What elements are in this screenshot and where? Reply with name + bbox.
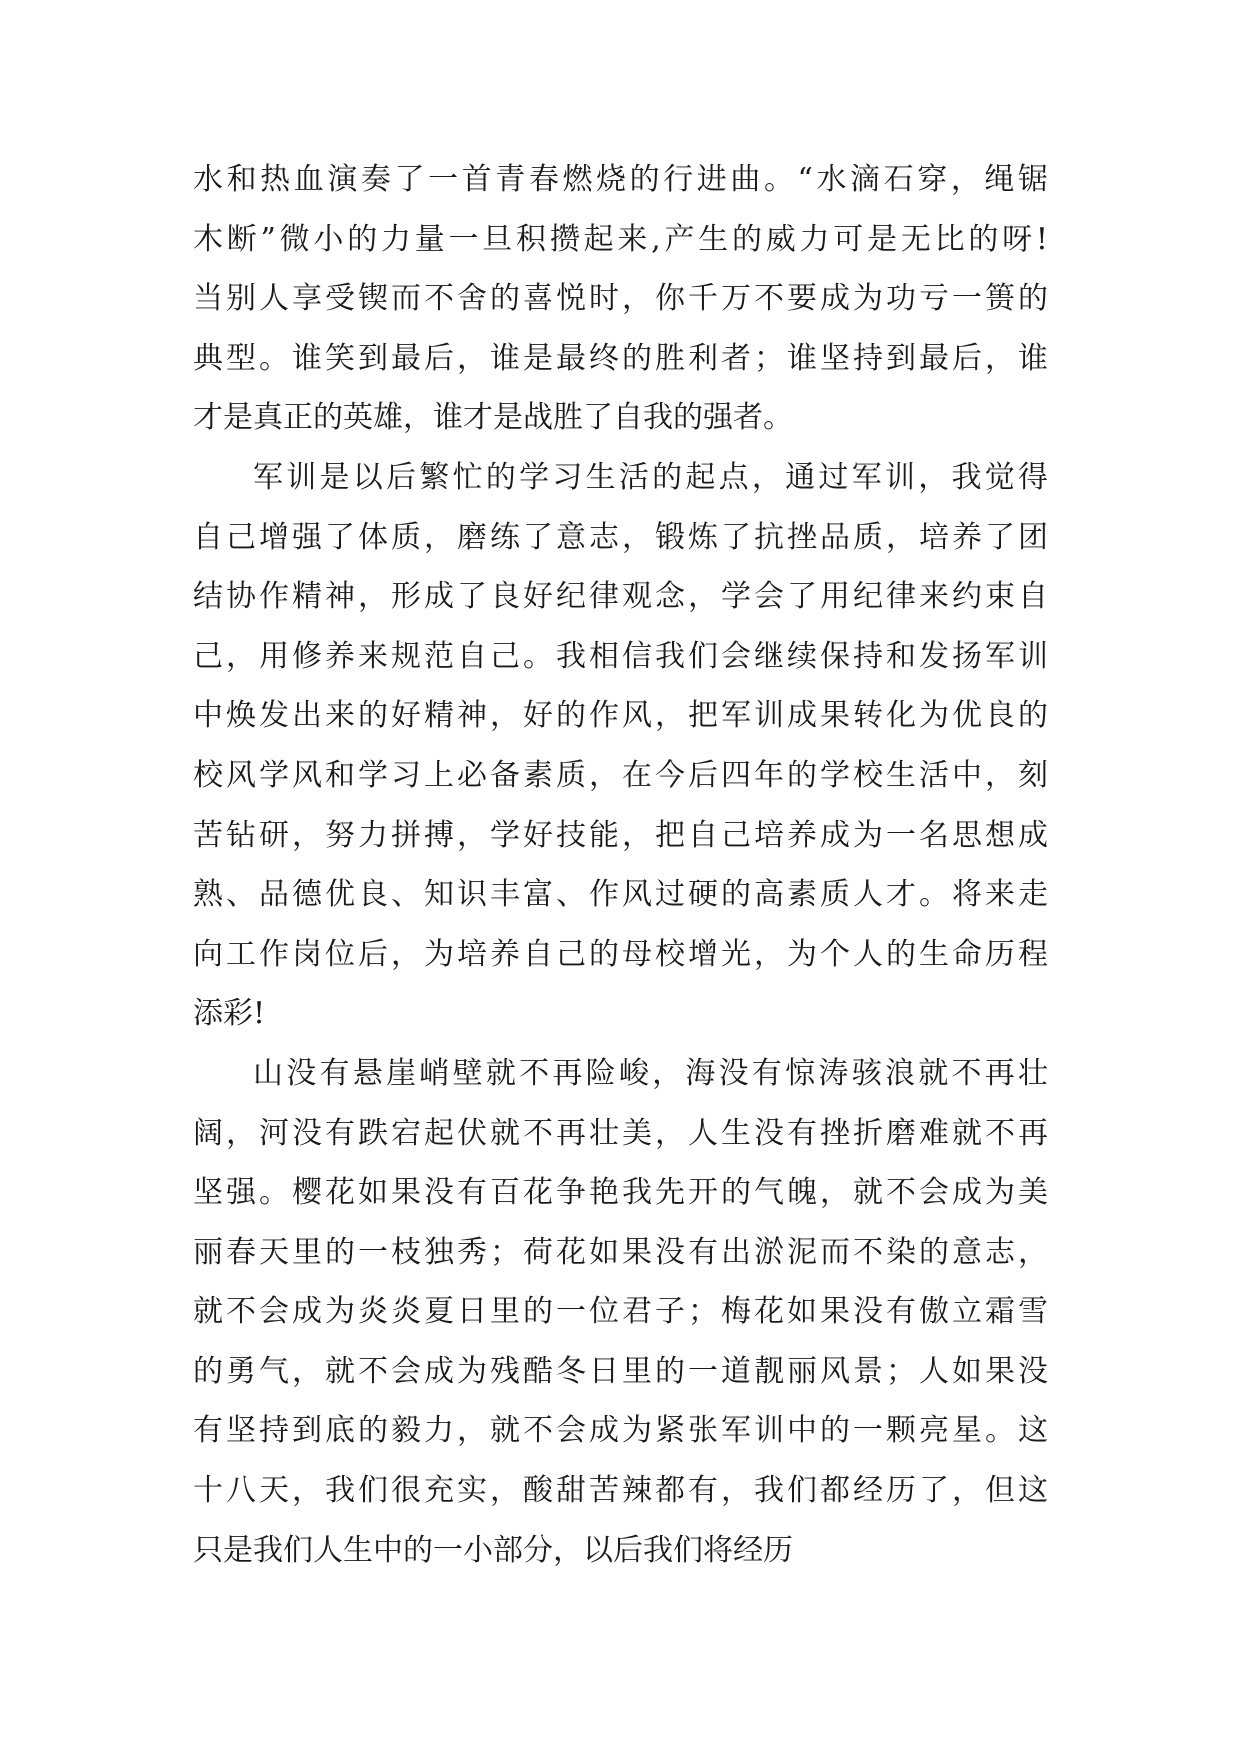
text-line: 己，用修养来规范自己。我相信我们会继续保持和发扬军训 <box>193 638 1048 674</box>
text-line: 才是真正的英雄，谁才是战胜了自我的强者。 <box>193 400 793 436</box>
body-text <box>193 150 1048 1580</box>
text-line: 苦钻研，努力拼搏，学好技能，把自己培养成为一名思想成 <box>193 817 1048 853</box>
text-line: 就不会成为炎炎夏日里的一位君子；梅花如果没有傲立霜雪 <box>193 1294 1048 1330</box>
text-line: 校风学风和学习上必备素质，在今后四年的学校生活中，刻 <box>193 757 1048 793</box>
text-line: 添彩! <box>193 996 266 1032</box>
text-line: 丽春天里的一枝独秀；荷花如果没有出淤泥而不染的意志， <box>193 1234 1048 1270</box>
paragraph-start-line: 军训是以后繁忙的学习生活的起点，通过军训，我觉得 <box>253 459 1048 495</box>
text-line: 中焕发出来的好精神，好的作风，把军训成果转化为优良的 <box>193 698 1048 734</box>
text-line: 结协作精神，形成了良好纪律观念，学会了用纪律来约束自 <box>193 579 1048 615</box>
text-line: 的勇气，就不会成为残酷冬日里的一道靓丽风景；人如果没 <box>193 1353 1048 1389</box>
text-line: 当别人享受锲而不舍的喜悦时，你千万不要成为功亏一篑的 <box>193 281 1048 317</box>
paragraph-start-line: 山没有悬崖峭壁就不再险峻，海没有惊涛骇浪就不再壮 <box>253 1055 1048 1091</box>
text-line: 自己增强了体质，磨练了意志，锻炼了抗挫品质，培养了团 <box>193 519 1048 555</box>
text-line: 熟、品德优良、知识丰富、作风过硬的高素质人才。将来走 <box>193 877 1048 913</box>
text-line: 阔，河没有跌宕起伏就不再壮美，人生没有挫折磨难就不再 <box>193 1115 1048 1151</box>
text-line: 有坚持到底的毅力，就不会成为紧张军训中的一颗亮星。这 <box>193 1413 1048 1449</box>
text-line: 水和热血演奏了一首青春燃烧的行进曲。“水滴石穿，绳锯 <box>193 162 1048 197</box>
text-line: 典型。谁笑到最后，谁是最终的胜利者；谁坚持到最后，谁 <box>193 340 1048 376</box>
text-line: 十八天，我们很充实，酸甜苦辣都有，我们都经历了，但这 <box>193 1473 1048 1509</box>
text-line: 木断”微小的力量一旦积攒起来,产生的威力可是无比的呀! <box>193 221 1048 257</box>
text-line: 只是我们人生中的一小部分，以后我们将经历 <box>193 1532 793 1568</box>
text-line: 坚强。樱花如果没有百花争艳我先开的气魄，就不会成为美 <box>193 1175 1048 1211</box>
text-line: 向工作岗位后，为培养自己的母校增光，为个人的生命历程 <box>193 936 1048 972</box>
